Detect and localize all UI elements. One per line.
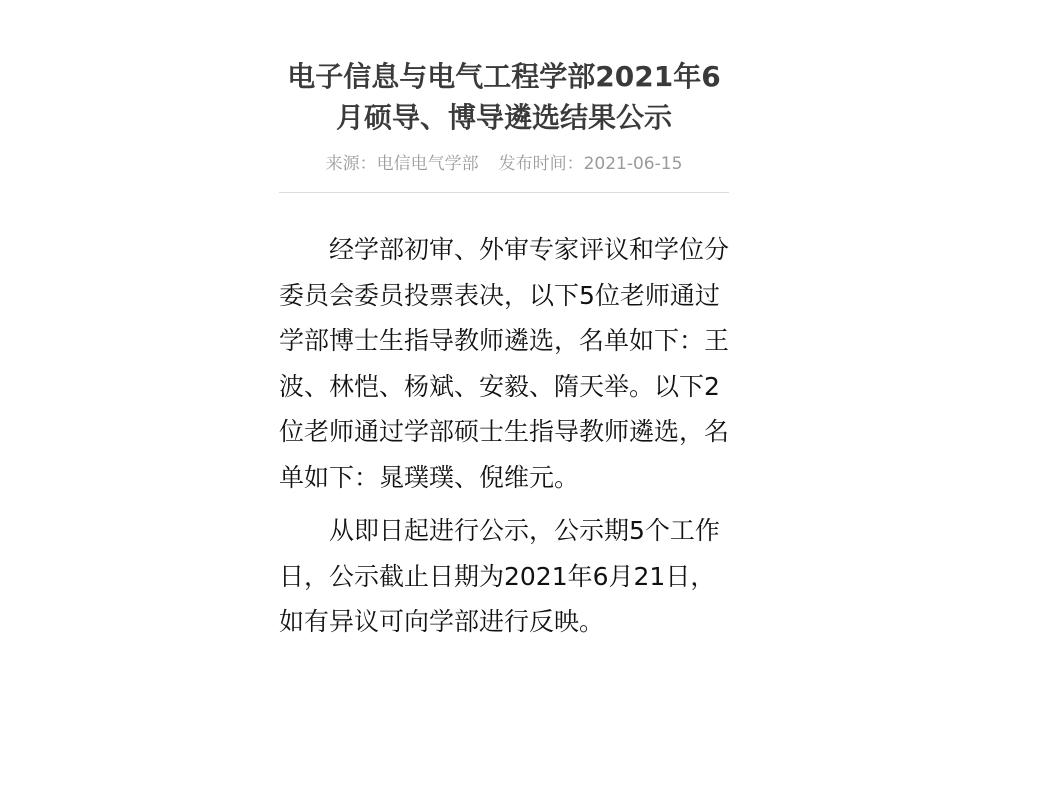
article-body bbox=[279, 227, 729, 645]
source-label: 来源： bbox=[325, 154, 377, 174]
header-divider bbox=[279, 192, 729, 193]
date-value: 2021-06-15 bbox=[583, 154, 683, 174]
date-label: 发布时间： bbox=[498, 154, 584, 174]
source-value: 电信电气学部 bbox=[376, 154, 479, 174]
article bbox=[279, 56, 729, 645]
article-title: 电子信息与电气工程学部2021年6月硕导、博导遴选结果公示 bbox=[287, 60, 721, 134]
paragraph-selection-results: 经学部初审、外审专家评议和学位分委员会委员投票表决，以下5位老师通过学部博士生指导教师遴选，名单如下：王波、林恺、杨斌、安毅、隋天举。以下2位老师通过学部硕士生指导教师遴选，名单如下：晁璞璞、倪维元。 bbox=[279, 235, 730, 492]
article-meta bbox=[279, 152, 729, 176]
paragraph-publicity-period: 从即日起进行公示，公示期5个工作日，公示截止日期为2021年6月21日，如有异议可向学部进行反映。 bbox=[279, 516, 720, 636]
